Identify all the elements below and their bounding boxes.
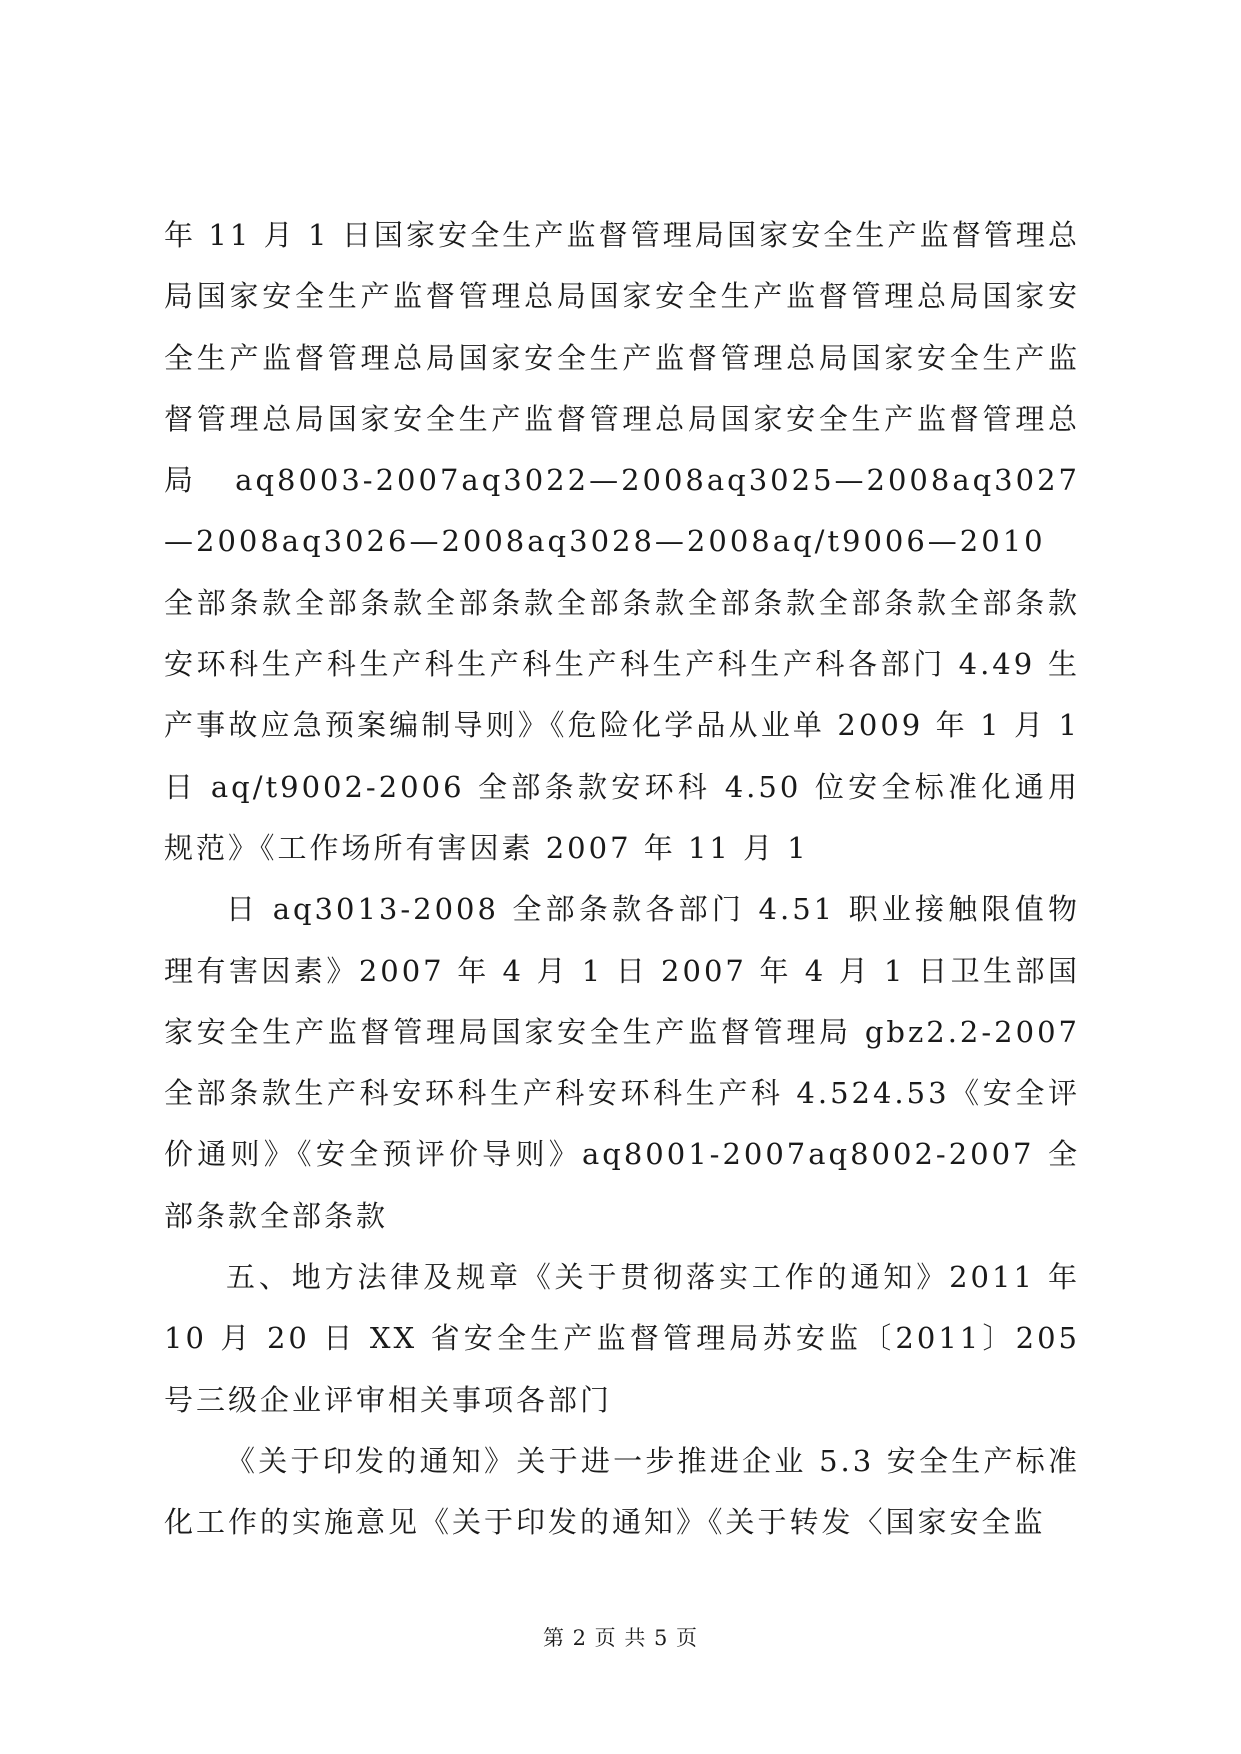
paragraph-1: 年 11 月 1 日国家安全生产监督管理局国家安全生产监督管理总局国家安全生产监督管理总局国家安全生产监督管理总局国家安全生产监督管理总局国家安全生产监督管理总局国家安全生产监督管理总局国家安全生产监督管理总局国家安全生产监督管理总局 aq8003-2007aq3022—2008aq3025—2008aq3027—2008aq3026—2008aq3028—2008aq/t9006—2010 全部条款全部条款全部条款全部条款全部条款全部条款全部条款安环科生产科生产科生产科生产科生产科生产科各部门 4.49 生产事故应急预案编制导则》《危险化学品从业单 2009 年 1 月 1 日 aq/t9002-2006 全部条款安环科 4.50 位安全标准化通用规范》《工作场所有害因素 2007 年 11 月 1 bbox=[164, 218, 1080, 865]
paragraph-3: 五、地方法律及规章《关于贯彻落实工作的通知》2011 年 10 月 20 日 XX 省安全生产监督管理局苏安监〔2011〕205 号三级企业评审相关事项各部门 bbox=[164, 1260, 1080, 1417]
document-body bbox=[164, 205, 1080, 1554]
paragraph-4: 《关于印发的通知》关于进一步推进企业 5.3 安全生产标准化工作的实施意见《关于印发的通知》《关于转发〈国家安全监 bbox=[164, 1443, 1080, 1540]
paragraph-2: 日 aq3013-2008 全部条款各部门 4.51 职业接触限值物理有害因素》2007 年 4 月 1 日 2007 年 4 月 1 日卫生部国家安全生产监督管理局国家安全生产监督管理局 gbz2.2-2007 全部条款生产科安环科生产科安环科生产科 4.524.53《安全评价通则》《安全预评价导则》aq8001-2007aq8002-2007 全部条款全部条款 bbox=[164, 892, 1080, 1233]
page-number-footer: 第 2 页 共 5 页 bbox=[542, 1626, 699, 1650]
